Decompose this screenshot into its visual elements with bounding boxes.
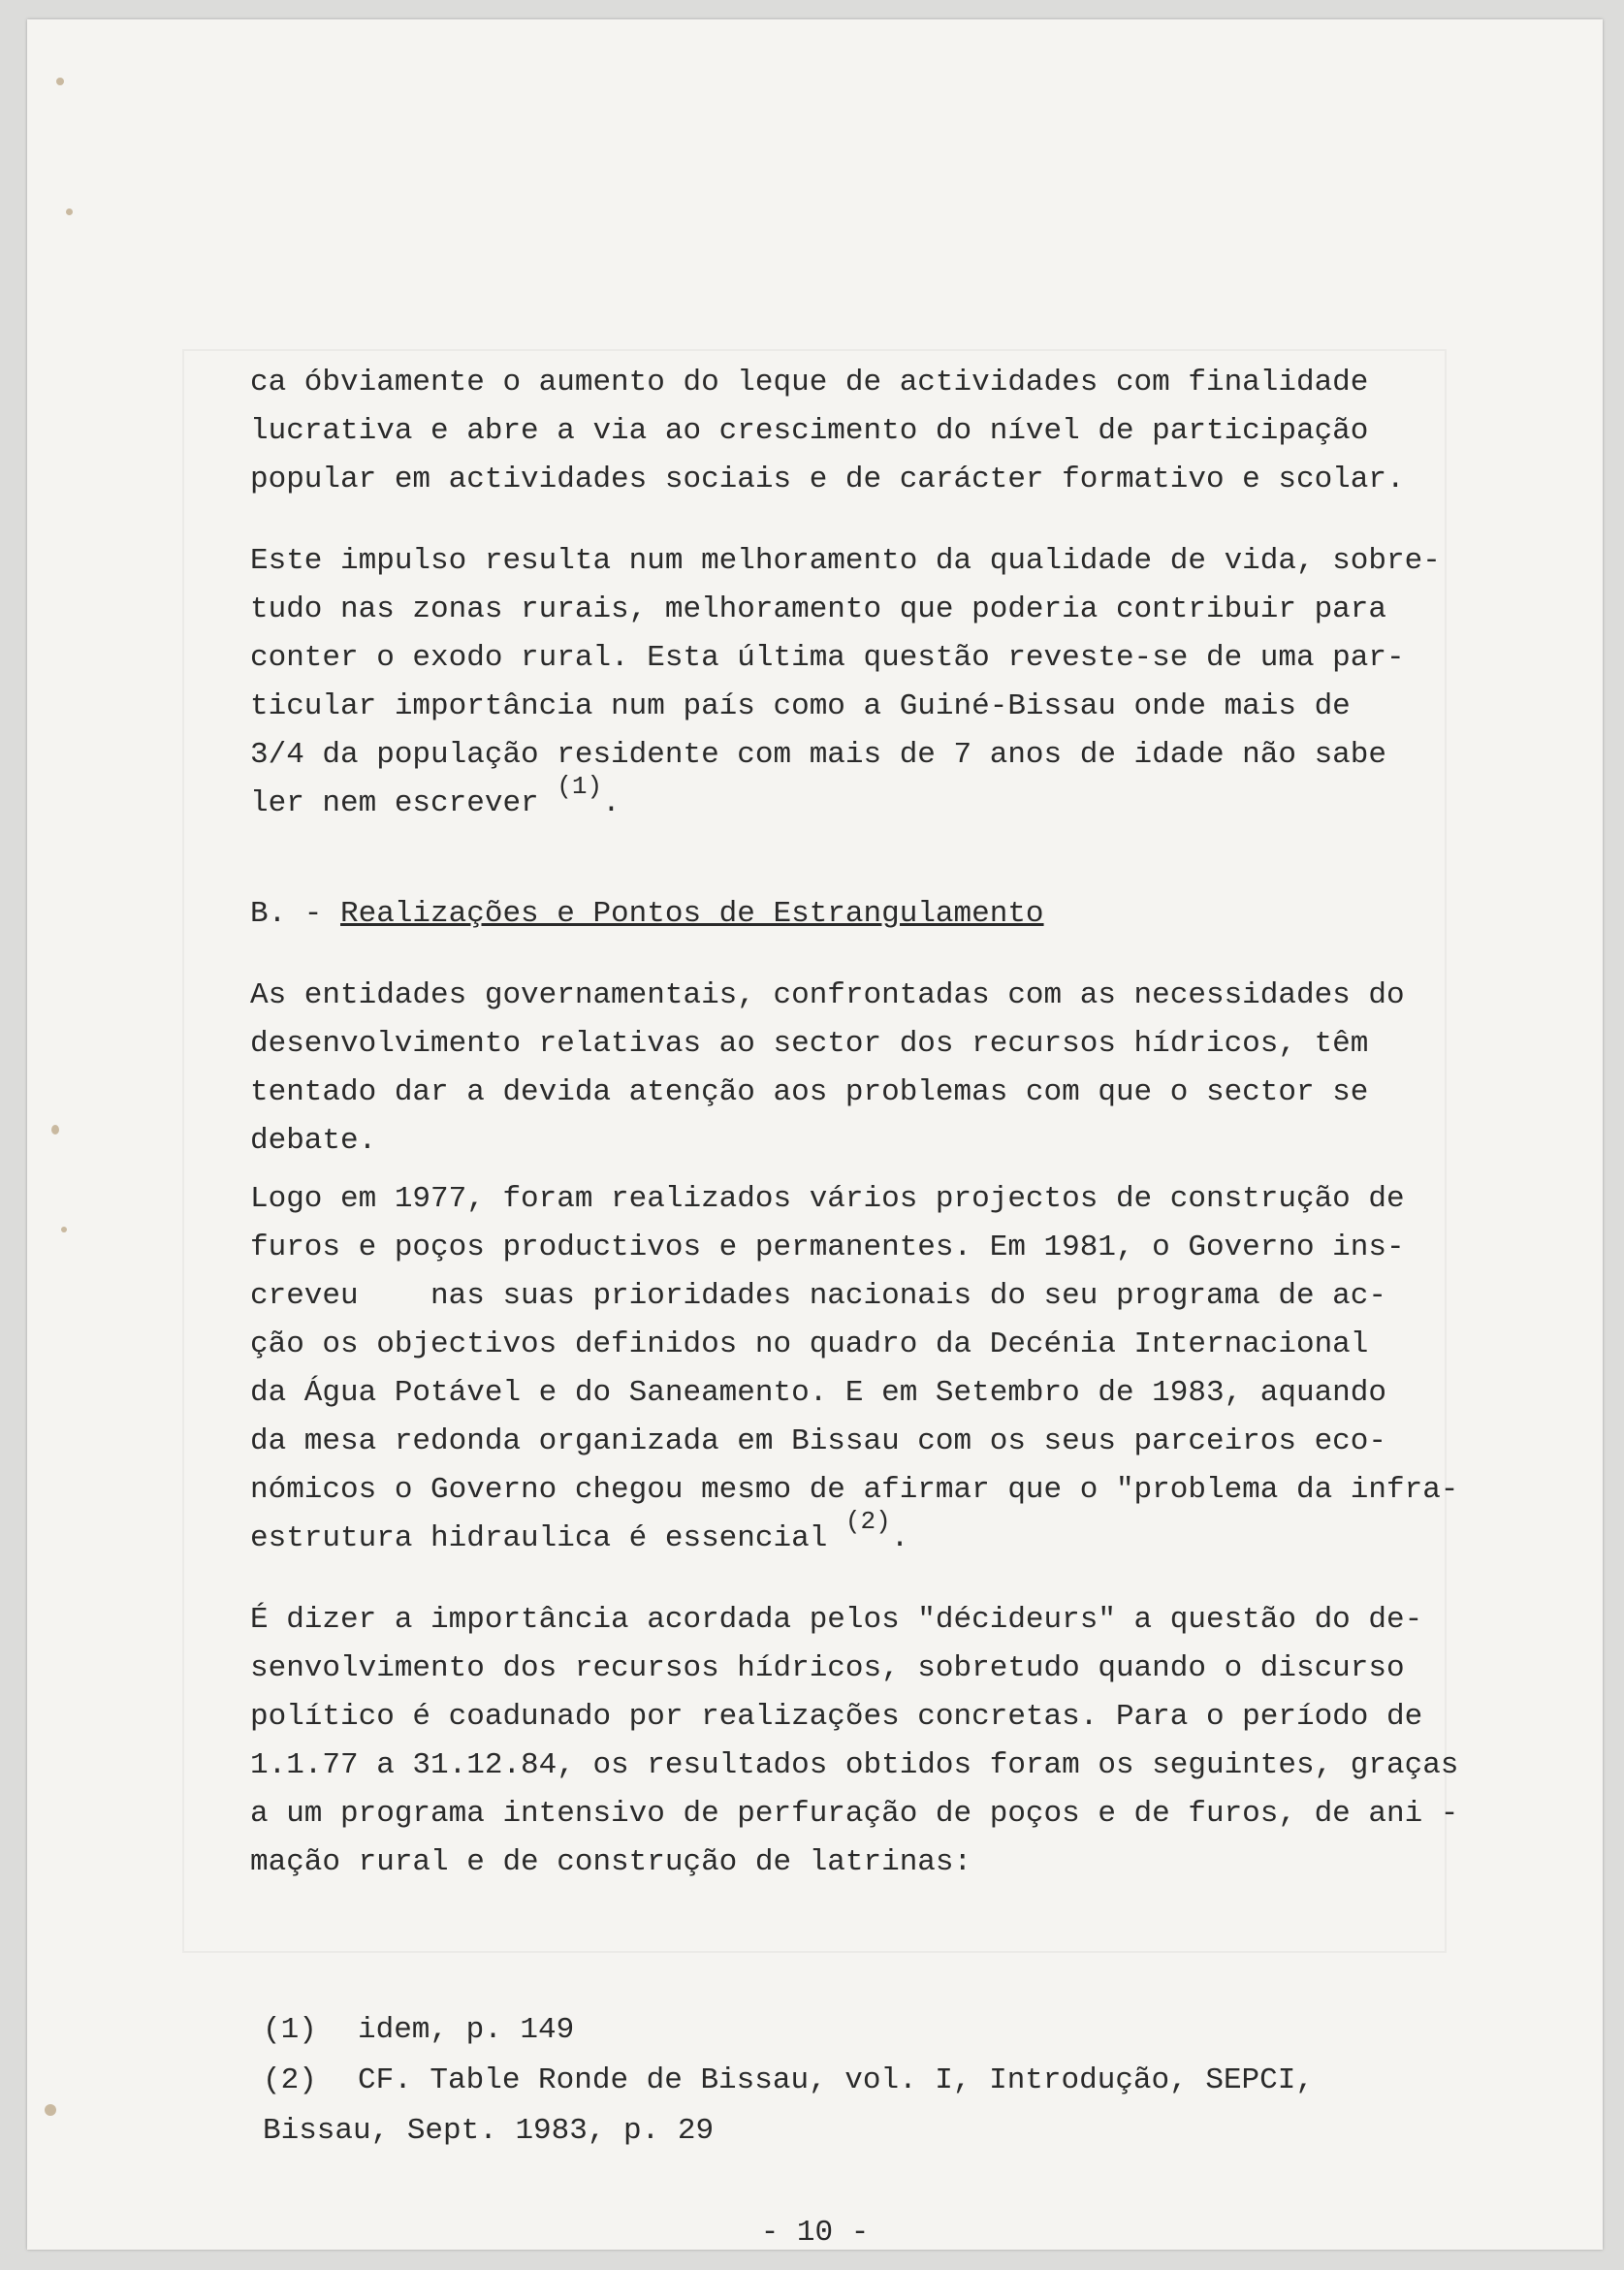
footnote-text: CF. Table Ronde de Bissau, vol. I, Introdução, SEPCI, <box>358 2063 1314 2097</box>
text-line: nómicos o Governo chegou mesmo de afirmar que o "problema da infra- <box>250 1473 1459 1507</box>
text-line: mação rural e de construção de latrinas: <box>250 1845 972 1879</box>
binding-hole-mark <box>66 208 73 215</box>
heading-prefix: B. - <box>250 897 341 931</box>
text-punct: . <box>890 1521 909 1555</box>
text-line: ção os objectivos definidos no quadro da Decénia Internacional <box>250 1327 1369 1361</box>
text-line: conter o exodo rural. Esta última questão reveste-se de uma par- <box>250 641 1405 675</box>
paragraph-4 <box>250 1175 1491 1563</box>
body-text <box>250 359 1491 1887</box>
footnote-number: (1) <box>263 2013 317 2047</box>
text-line: ca óbviamente o aumento do leque de actividades com finalidade <box>250 366 1369 400</box>
heading-title: Realizações e Pontos de Estrangulamento <box>340 897 1044 931</box>
footnote <box>263 2056 1475 2106</box>
text-line: As entidades governamentais, confrontadas com as necessidades do <box>250 978 1405 1012</box>
text-line <box>250 772 1491 828</box>
text-line <box>250 1507 1491 1563</box>
text-line: 1.1.77 a 31.12.84, os resultados obtidos foram os seguintes, graças <box>250 1748 1459 1782</box>
text-punct: . <box>602 786 621 820</box>
text-line: tudo nas zonas rurais, melhoramento que poderia contribuir para <box>250 592 1386 626</box>
text-line: desenvolvimento relativas ao sector dos recursos hídricos, têm <box>250 1027 1369 1061</box>
text-line: a um programa intensivo de perfuração de poços e de furos, de ani - <box>250 1797 1459 1831</box>
text-line: Logo em 1977, foram realizados vários projectos de construção de <box>250 1182 1405 1216</box>
text-line: político é coadunado por realizações concretas. Para o período de <box>250 1700 1423 1734</box>
footnote-number: (2) <box>263 2063 317 2097</box>
binding-hole-mark <box>61 1227 67 1232</box>
paragraph-5 <box>250 1596 1491 1887</box>
section-heading <box>250 890 1491 939</box>
page-number: - 10 - <box>760 2216 870 2250</box>
text-line: ticular importância num país como a Guiné-Bissau onde mais de <box>250 689 1351 723</box>
text-line: lucrativa e abre a via ao crescimento do nível de participação <box>250 414 1369 448</box>
text-line: da Água Potável e do Saneamento. E em Setembro de 1983, aquando <box>250 1376 1386 1410</box>
binding-hole-mark <box>56 78 64 85</box>
binding-hole-mark <box>51 1125 59 1135</box>
text-line: Este impulso resulta num melhoramento da qualidade de vida, sobre- <box>250 544 1441 578</box>
paragraph-1 <box>250 359 1491 504</box>
text-line: tentado dar a devida atenção aos problemas com que o sector se <box>250 1075 1369 1109</box>
footnote-ref: (2) <box>844 1507 891 1536</box>
footnote-ref: (1) <box>557 772 603 801</box>
text-line: creveu nas suas prioridades nacionais do seu programa de ac- <box>250 1279 1386 1313</box>
footnote-text: idem, p. 149 <box>358 2013 575 2047</box>
footnote-text-continued: Bissau, Sept. 1983, p. 29 <box>263 2114 715 2148</box>
text-line: da mesa redonda organizada em Bissau com os seus parceiros eco- <box>250 1424 1386 1458</box>
footnote <box>263 2005 1475 2056</box>
text-line: furos e poços productivos e permanentes. Em 1981, o Governo ins- <box>250 1231 1405 1264</box>
document-page <box>27 19 1603 2250</box>
text-line: É dizer a importância acordada pelos "décideurs" a questão do de- <box>250 1603 1423 1637</box>
text-line-segment: ler nem escrever <box>250 786 539 820</box>
text-line: popular em actividades sociais e de carácter formativo e scolar. <box>250 463 1405 496</box>
paragraph-3 <box>250 972 1491 1166</box>
text-line: 3/4 da população residente com mais de 7 anos de idade não sabe <box>250 738 1386 772</box>
paragraph-2 <box>250 537 1491 828</box>
text-line-segment: estrutura hidraulica é essencial <box>250 1521 828 1555</box>
text-line: debate. <box>250 1124 377 1158</box>
binding-hole-mark <box>45 2104 56 2116</box>
footnotes <box>263 2005 1475 2157</box>
text-line: senvolvimento dos recursos hídricos, sobretudo quando o discurso <box>250 1651 1405 1685</box>
